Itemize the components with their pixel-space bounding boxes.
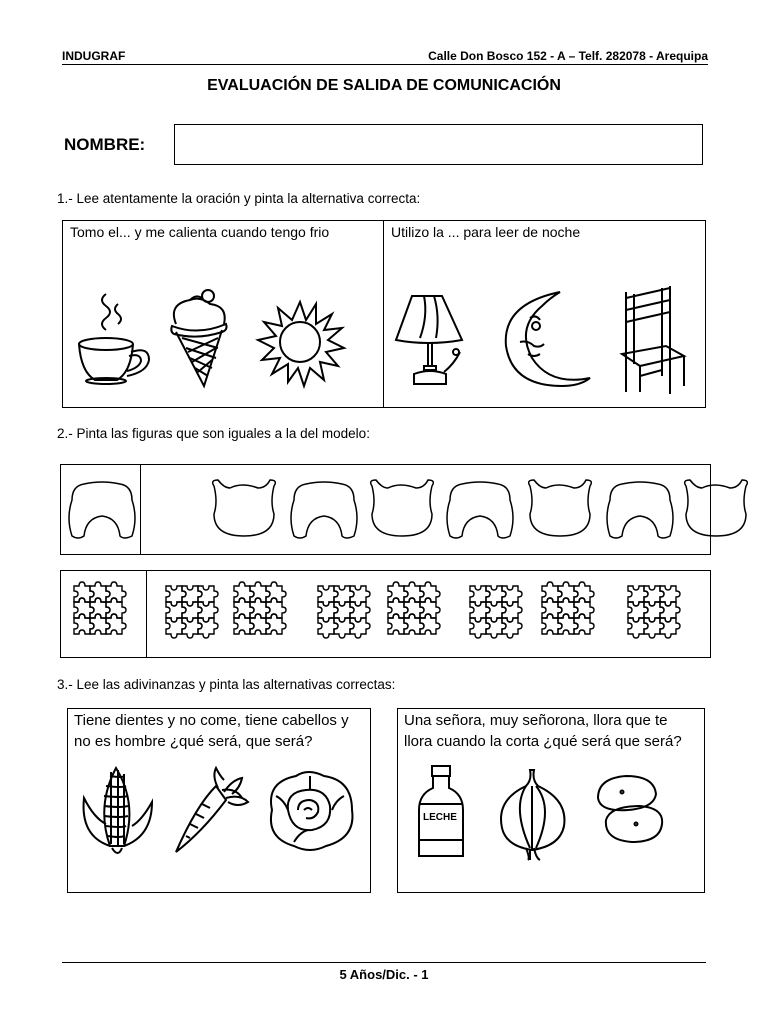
arch-option-4[interactable] <box>447 482 513 538</box>
arch-option-6[interactable] <box>607 482 673 538</box>
question-3-prompt: 3.- Lee las adivinanzas y pinta las alternativas correctas: <box>57 677 396 692</box>
name-label: NOMBRE: <box>64 135 146 154</box>
arch-option-3[interactable] <box>371 480 434 536</box>
question-2-prompt: 2.- Pinta las figuras que son iguales a la del modelo: <box>57 426 370 441</box>
potatoes-icon[interactable] <box>592 774 666 846</box>
question-1-right-sentence: Utilizo la ... para leer de noche <box>391 224 581 240</box>
milk-bottle-label: LECHE <box>423 812 457 823</box>
onion-icon[interactable] <box>496 766 572 860</box>
name-field[interactable] <box>174 124 703 165</box>
coffee-cup-icon[interactable] <box>76 290 154 386</box>
question-1-left-sentence: Tomo el... y me calienta cuando tengo frio <box>70 224 330 240</box>
puzzle-option-1[interactable] <box>166 586 218 638</box>
page-footer: 5 Años/Dic. - 1 <box>339 967 429 982</box>
puzzle-option-2[interactable] <box>234 582 286 634</box>
arch-option-5[interactable] <box>529 480 592 536</box>
puzzle-option-7[interactable] <box>628 586 680 638</box>
corn-icon[interactable] <box>80 762 156 862</box>
arch-model-shape <box>69 482 135 538</box>
riddle-right-line-2: llora cuando la corta ¿qué será que será? <box>404 733 682 750</box>
puzzle-model-shape <box>74 582 126 634</box>
question-1-divider <box>383 220 384 408</box>
arch-option-2[interactable] <box>291 482 357 538</box>
footer-divider <box>62 962 706 963</box>
ice-cream-cone-icon[interactable] <box>168 286 230 390</box>
question-1-box <box>62 220 706 408</box>
chair-icon[interactable] <box>618 284 690 398</box>
riddle-right-line-1: Una señora, muy señorona, llora que te <box>404 712 668 729</box>
header-divider <box>62 64 708 65</box>
crescent-moon-icon[interactable] <box>498 288 592 388</box>
riddle-left-line-1: Tiene dientes y no come, tiene cabellos y <box>74 712 349 729</box>
puzzle-shapes-group <box>60 570 710 656</box>
publisher-address: Calle Don Bosco 152 - A – Telf. 282078 - Arequipa <box>428 49 708 63</box>
arch-option-1[interactable] <box>213 480 276 536</box>
puzzle-option-4[interactable] <box>388 582 440 634</box>
carrot-icon[interactable] <box>172 766 252 856</box>
arch-option-7[interactable] <box>685 480 748 536</box>
sun-icon[interactable] <box>252 294 348 390</box>
riddle-left-line-2: no es hombre ¿qué será, que será? <box>74 733 313 750</box>
arch-shapes-group <box>60 464 710 554</box>
puzzle-option-5[interactable] <box>470 586 522 638</box>
page-title: EVALUACIÓN DE SALIDA DE COMUNICACIÓN <box>207 77 561 94</box>
table-lamp-icon[interactable] <box>394 292 466 390</box>
question-1-prompt: 1.- Lee atentamente la oración y pinta la alternativa correcta: <box>57 191 421 206</box>
lettuce-icon[interactable] <box>264 770 356 852</box>
puzzle-option-6[interactable] <box>542 582 594 634</box>
puzzle-option-3[interactable] <box>318 586 370 638</box>
publisher-name: INDUGRAF <box>62 49 126 63</box>
